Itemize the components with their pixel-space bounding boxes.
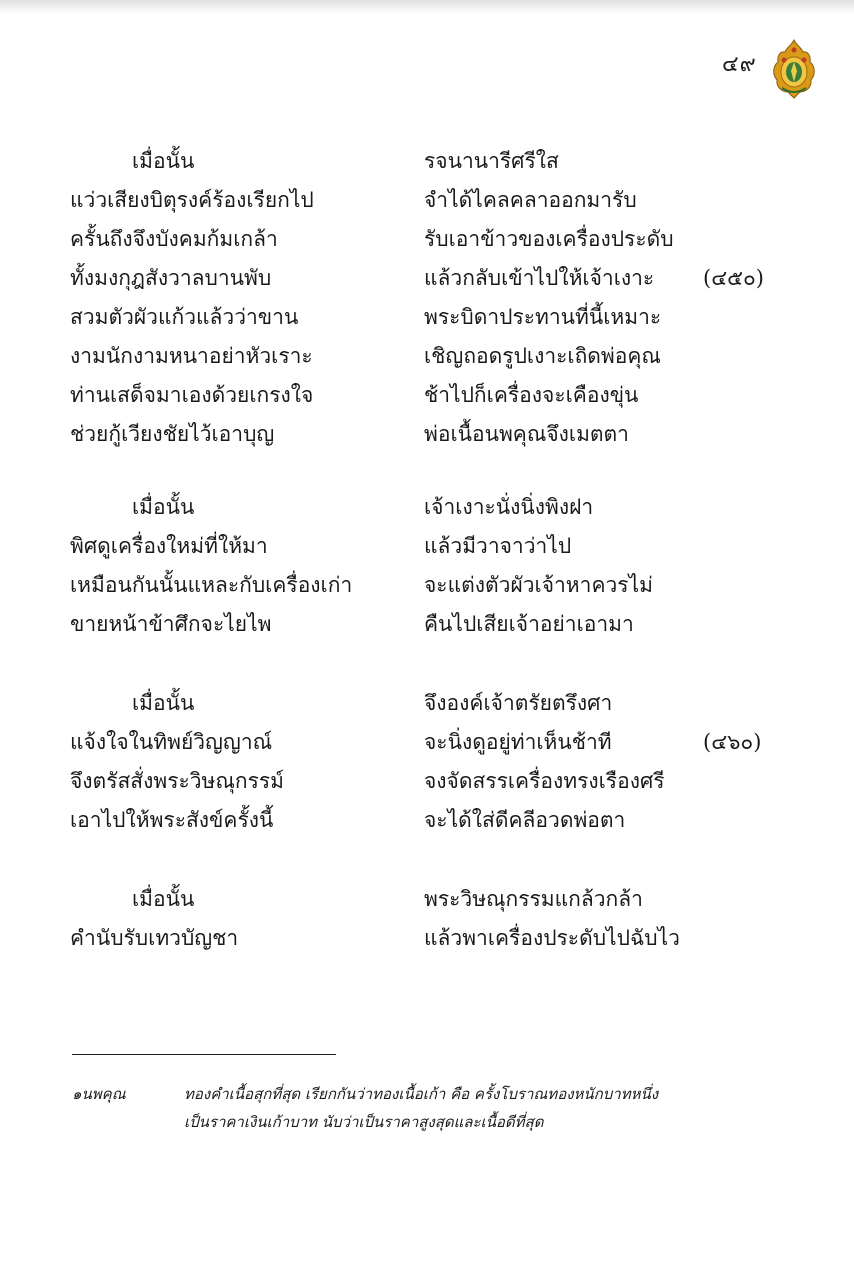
verse-second-half: เจ้าเงาะนั่งนิ่งพิงฝา bbox=[424, 495, 594, 519]
verse-first-half: สวมตัวผัวแก้วแล้วว่าขาน bbox=[70, 305, 299, 329]
verse-first-half: เอาไปให้พระสังข์ครั้งนี้ bbox=[70, 808, 274, 832]
verse-first-half: พิศดูเครื่องใหม่ที่ให้มา bbox=[70, 534, 268, 558]
verse-second-half: คืนไปเสียเจ้าอย่าเอามา bbox=[424, 612, 634, 636]
stanza bbox=[0, 884, 854, 962]
stanza bbox=[0, 688, 854, 844]
verse-line bbox=[0, 727, 854, 766]
verse-second-half: แล้วพาเครื่องประดับไปฉับไว bbox=[424, 926, 680, 950]
verse-second-half: จำได้ไคลคลาออกมารับ bbox=[424, 188, 637, 212]
verse-second-half: แล้วกลับเข้าไปให้เจ้าเงาะ bbox=[424, 266, 655, 290]
footnote-line: ทองคำเนื้อสุกที่สุด เรียกกันว่าทองเนื้อเก้า คือ ครั้งโบราณทองหนักบาทหนึ่ง bbox=[184, 1085, 659, 1103]
verse-line bbox=[0, 766, 854, 805]
verse-line bbox=[0, 185, 854, 224]
stanza bbox=[0, 146, 854, 458]
verse-first-half: จึงตรัสสั่งพระวิษณุกรรม์ bbox=[70, 769, 284, 793]
verse-line bbox=[0, 419, 854, 458]
verse-line bbox=[0, 492, 854, 531]
verse-first-half: ช่วยกู้เวียงชัยไว้เอาบุญ bbox=[70, 422, 275, 446]
verse-line bbox=[0, 609, 854, 648]
verse-number: (๔๕๐) bbox=[703, 266, 764, 290]
verse-second-half: พ่อเนื้อนพคุณจึงเมตตา bbox=[424, 422, 629, 446]
verse-second-half: จะนิ่งดูอยู่ท่าเห็นช้าที bbox=[424, 730, 612, 754]
verse-line bbox=[0, 146, 854, 185]
verse-second-half: จงจัดสรรเครื่องทรงเรืองศรี bbox=[424, 769, 665, 793]
verse-first-half: ท่านเสด็จมาเองด้วยเกรงใจ bbox=[70, 383, 314, 407]
footnote-text bbox=[184, 1080, 658, 1136]
verse-line bbox=[0, 688, 854, 727]
verse-line bbox=[0, 302, 854, 341]
verse-second-half: จะได้ใส่ดีคลีอวดพ่อตา bbox=[424, 808, 626, 832]
footnote-divider bbox=[72, 1054, 336, 1055]
verse-second-half: เชิญถอดรูปเงาะเถิดพ่อคุณ bbox=[424, 344, 661, 368]
verse-line bbox=[0, 224, 854, 263]
footnote-line: เป็นราคาเงินเก้าบาท นับว่าเป็นราคาสูงสุดและเนื้อดีที่สุด bbox=[184, 1113, 544, 1131]
footnote-term: ๑นพคุณ bbox=[72, 1085, 126, 1103]
verse-first-half: แว่วเสียงบิตุรงค์ร้องเรียกไป bbox=[70, 188, 314, 212]
verse-line bbox=[0, 263, 854, 302]
verse-second-half: พระวิษณุกรรมแกล้วกล้า bbox=[424, 887, 643, 911]
verse-line bbox=[0, 570, 854, 609]
stanza bbox=[0, 492, 854, 648]
verse-first-half: แจ้งใจในทิพย์วิญญาณ์ bbox=[70, 730, 273, 754]
verse-second-half: รจนานารีศรีใส bbox=[424, 149, 559, 173]
verse-second-half: พระบิดาประทานที่นี้เหมาะ bbox=[424, 305, 662, 329]
verse-first-half: ขายหน้าข้าศึกจะไยไพ bbox=[70, 612, 272, 636]
verse-first-half: เหมือนกันนั้นแหละกับเครื่องเก่า bbox=[70, 573, 353, 597]
verse-first-half: คำนับรับเทวบัญชา bbox=[70, 926, 239, 950]
verse-first-half: เมื่อนั้น bbox=[132, 495, 195, 519]
verse-first-half: เมื่อนั้น bbox=[132, 691, 195, 715]
verse-first-half: ทั้งมงกุฎสังวาลบานพับ bbox=[70, 266, 272, 290]
verse-second-half: จะแต่งตัวผัวเจ้าหาควรไม่ bbox=[424, 573, 653, 597]
verse-line bbox=[0, 884, 854, 923]
verse-second-half: จึงองค์เจ้าตรัยตรึงศา bbox=[424, 691, 613, 715]
verse-line bbox=[0, 805, 854, 844]
verse-first-half: งามนักงามหนาอย่าหัวเราะ bbox=[70, 344, 313, 368]
scan-edge-shadow bbox=[0, 0, 854, 14]
verse-second-half: แล้วมีวาจาว่าไป bbox=[424, 534, 572, 558]
verse-first-half: ครั้นถึงจึงบังคมก้มเกล้า bbox=[70, 227, 278, 251]
verse-line bbox=[0, 923, 854, 962]
page-number: ๔๙ bbox=[722, 52, 757, 77]
royal-crest-emblem-icon bbox=[770, 38, 818, 100]
verse-line bbox=[0, 380, 854, 419]
verse-first-half: เมื่อนั้น bbox=[132, 149, 195, 173]
verse-second-half: รับเอาข้าวของเครื่องประดับ bbox=[424, 227, 674, 251]
verse-line bbox=[0, 341, 854, 380]
verse-first-half: เมื่อนั้น bbox=[132, 887, 195, 911]
verse-line bbox=[0, 531, 854, 570]
verse-second-half: ช้าไปก็เครื่องจะเคืองขุ่น bbox=[424, 383, 639, 407]
verse-number: (๔๖๐) bbox=[703, 730, 762, 754]
